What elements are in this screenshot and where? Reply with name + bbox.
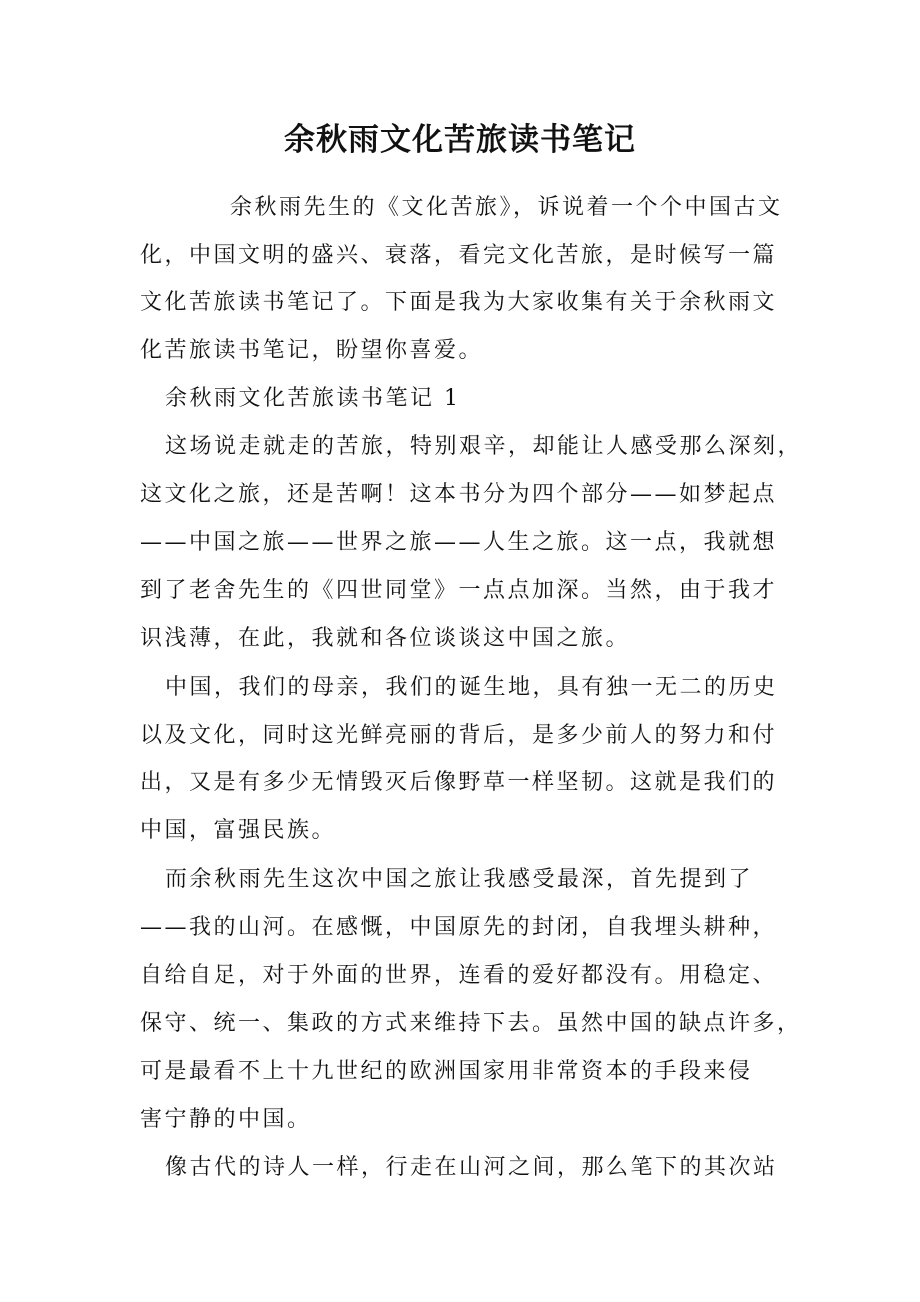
para3-line-4: 保守、统一、集政的方式来维持下去。虽然中国的缺点许多， [140,1011,802,1036]
para3-line-1: 而余秋雨先生这次中国之旅让我感受最深，首先提到了 [165,867,754,892]
para3-line-6: 害宁静的中国。 [140,1107,312,1132]
para2-line-4: 中国，富强民族。 [140,818,337,843]
intro-line-4: 化苦旅读书笔记，盼望你喜爱。 [140,338,484,363]
para2-line-2: 以及文化，同时这光鲜亮丽的背后，是多少前人的努力和付 [140,723,778,748]
intro-line-3: 文化苦旅读书笔记了。下面是我为大家收集有关于余秋雨文 [140,290,778,315]
intro-line-2: 化，中国文明的盛兴、衰落，看完文化苦旅，是时候写一篇 [140,243,778,268]
para3-line-5: 可是最看不上十九世纪的欧洲国家用非常资本的手段来侵 [140,1059,753,1084]
para1-line-3: ——中国之旅——世界之旅——人生之旅。这一点，我就想 [140,530,778,555]
para2-line-3: 出，又是有多少无情毁灭后像野草一样坚韧。这就是我们的 [140,770,778,795]
para3-line-2: ——我的山河。在感慨，中国原先的封闭，自我埋头耕种， [140,915,778,940]
intro-line-1: 余秋雨先生的《文化苦旅》，诉说着一个个中国古文 [230,195,783,220]
para1-line-2: 这文化之旅，还是苦啊！这本书分为四个部分——如梦起点 [140,482,778,507]
document-title: 余秋雨文化苦旅读书笔记 [284,122,636,158]
para3-line-3: 自给自足，对于外面的世界，连看的爱好都没有。用稳定、 [140,963,778,988]
para1-line-1: 这场说走就走的苦旅，特别艰辛，却能让人感受那么深刻， [165,434,803,459]
para1-line-4: 到了老舍先生的《四世同堂》一点点加深。当然，由于我才 [140,578,778,603]
section-heading: 余秋雨文化苦旅读书笔记 1 [165,386,461,411]
para1-line-5: 识浅薄，在此，我就和各位谈谈这中国之旅。 [140,626,631,651]
para2-line-1: 中国，我们的母亲，我们的诞生地，具有独一无二的历史 [165,675,778,700]
para4-line-1: 像古代的诗人一样，行走在山河之间，那么笔下的其次站 [165,1155,778,1180]
